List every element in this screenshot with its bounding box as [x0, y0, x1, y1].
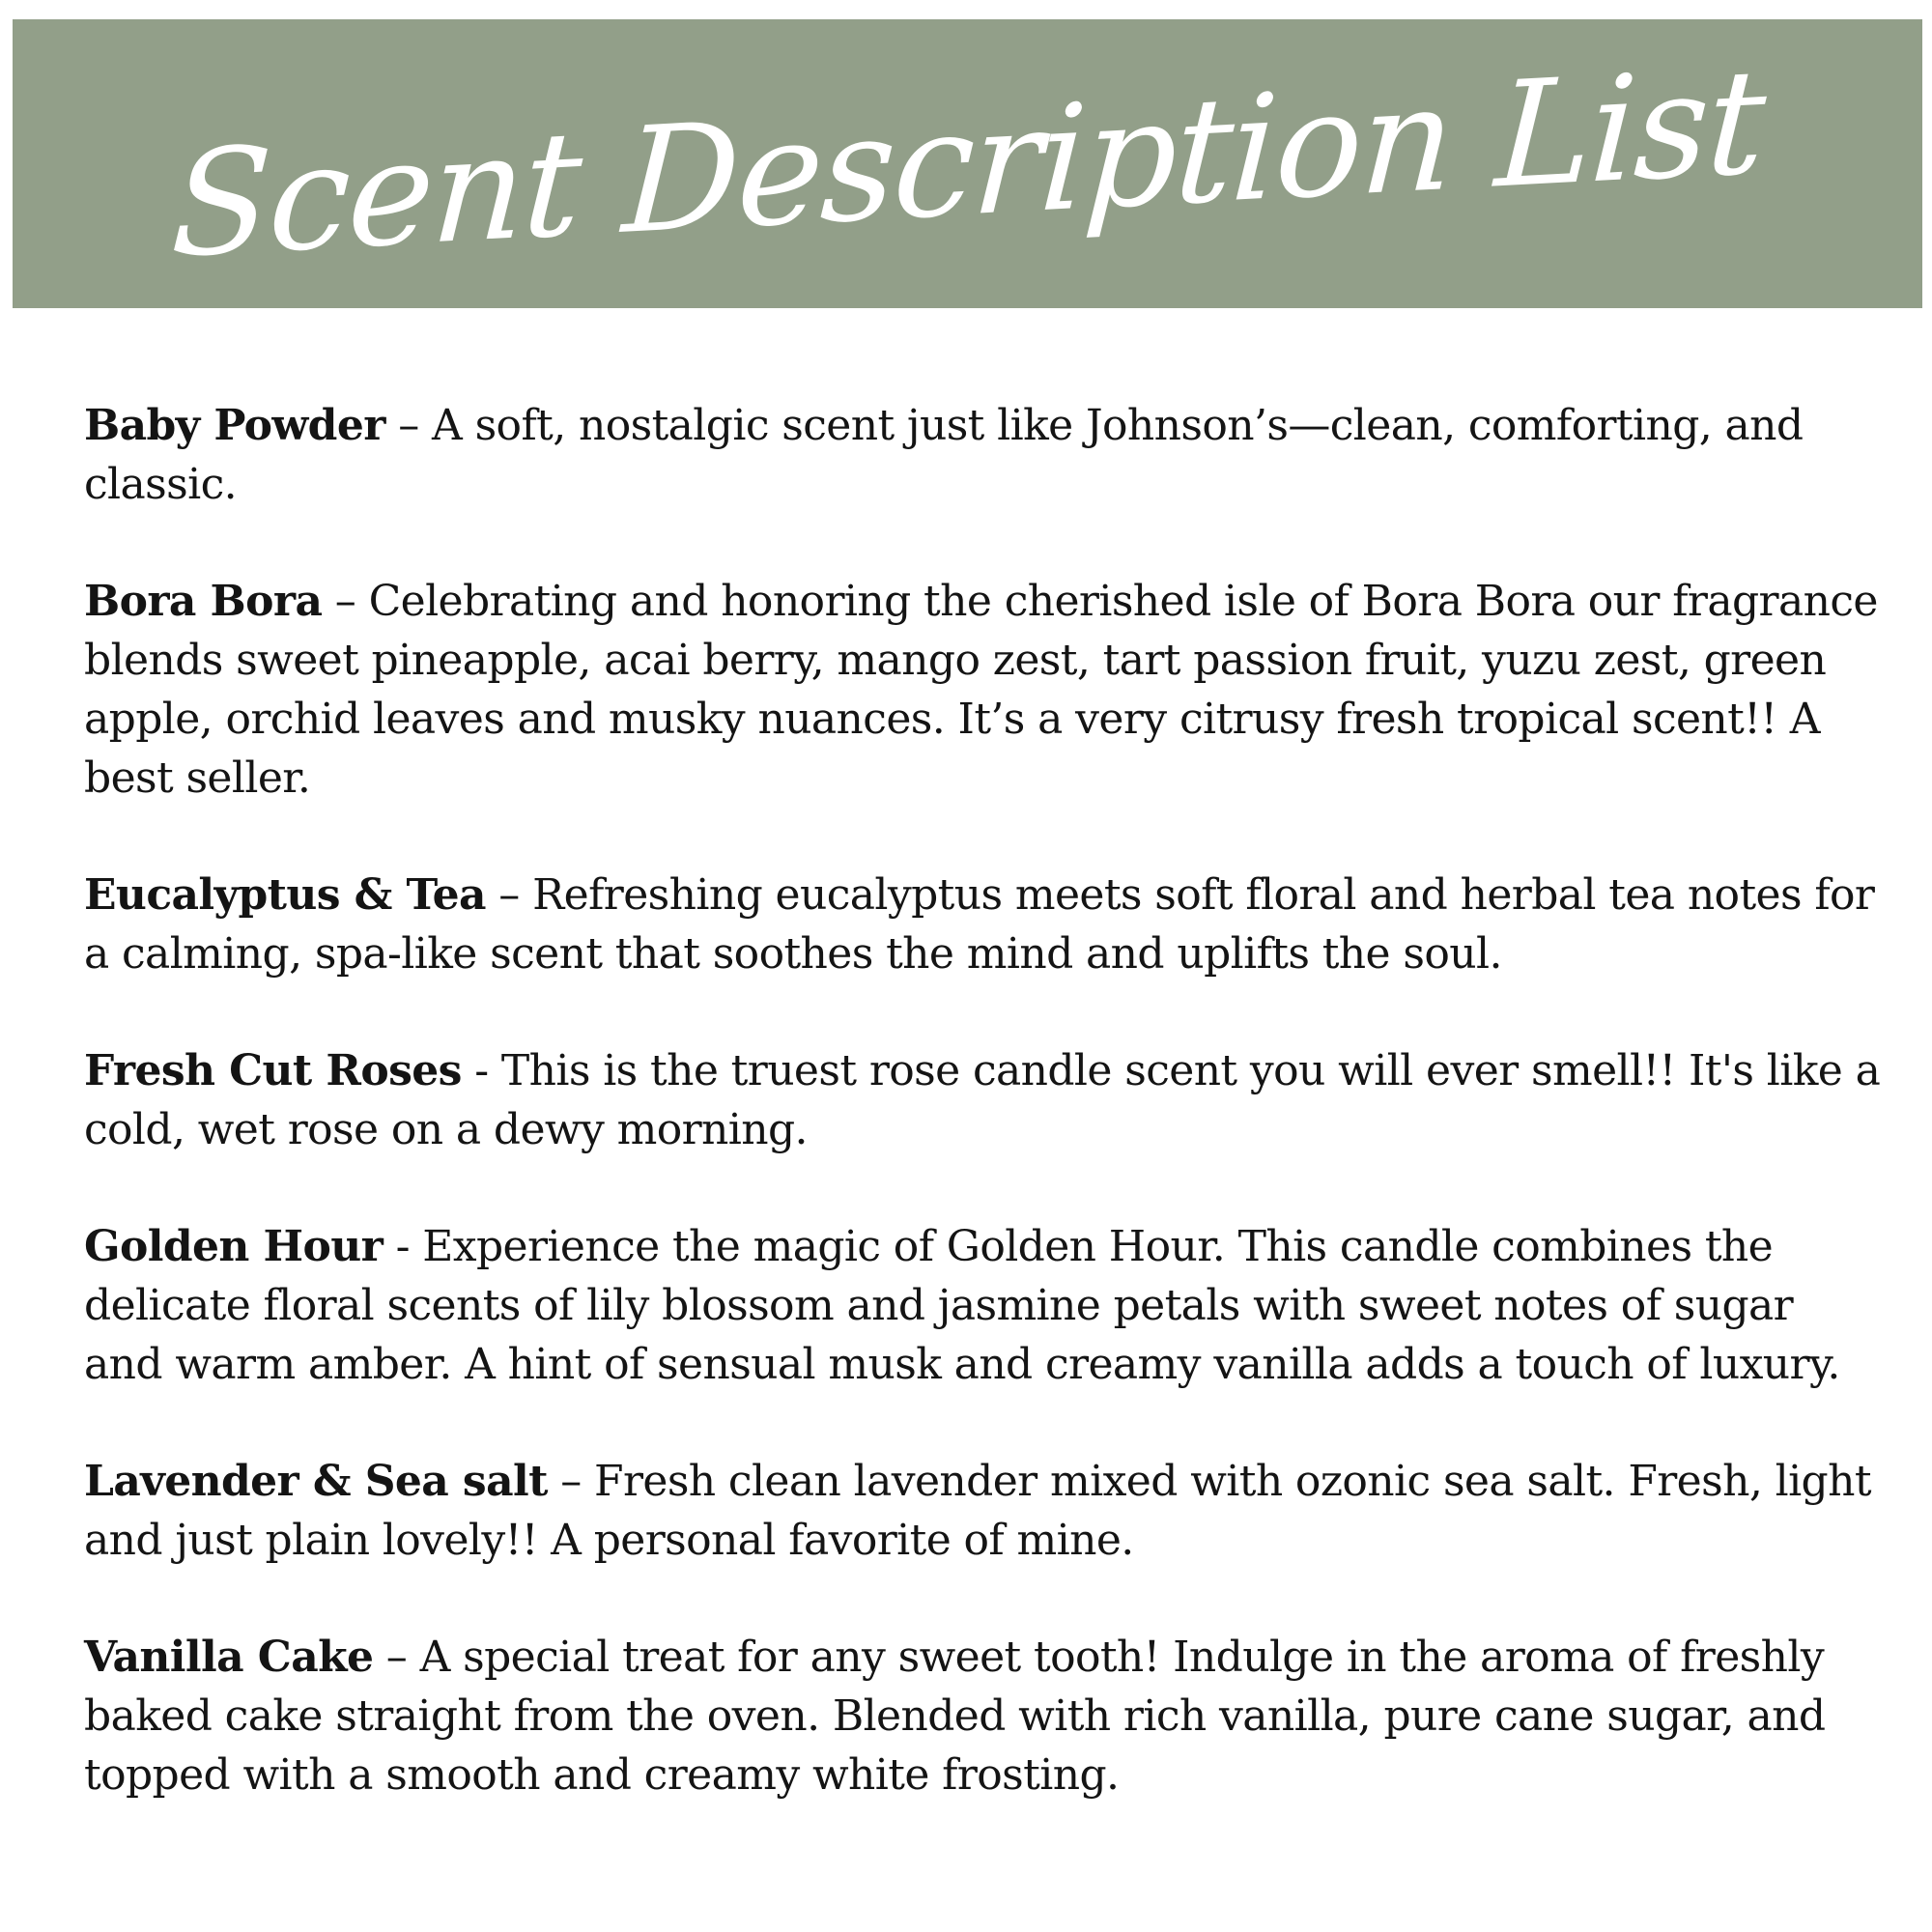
scent-separator: –	[322, 577, 369, 626]
scent-separator: –	[547, 1457, 595, 1506]
scent-description: A soft, nostalgic scent just like Johnson’s—clean, comforting, and classic.	[84, 401, 1804, 509]
scent-description: Experience the magic of Golden Hour. This candle combines the delicate floral scents of lily blossom and jasmine petals with sweet notes of sugar and warm amber. A hint of sensual musk and creamy vanilla adds a touch of luxury.	[84, 1222, 1840, 1389]
scent-item-vanilla-cake	[84, 1628, 1881, 1804]
scent-name: Vanilla Cake	[84, 1633, 374, 1682]
scent-description: Fresh clean lavender mixed with ozonic sea salt. Fresh, light and just plain lovely!! A personal favorite of mine.	[84, 1457, 1871, 1565]
scent-separator: -	[383, 1222, 423, 1271]
page-title: Scent Description List	[167, 37, 1768, 291]
scent-name: Lavender & Sea salt	[84, 1457, 548, 1506]
scent-separator: –	[384, 401, 433, 450]
scent-name: Baby Powder	[84, 401, 385, 450]
scent-description: Refreshing eucalyptus meets soft floral and herbal tea notes for a calming, spa-like scent that soothes the mind and uplifts the soul.	[84, 870, 1875, 979]
scent-item-baby-powder	[84, 396, 1881, 514]
scent-description: Celebrating and honoring the cherished isle of Bora Bora our fragrance blends sweet pineapple, acai berry, mango zest, tart passion fruit, yuzu zest, green apple, orchid leaves and musky nuances. It’s a very citrusy fresh tropical scent!! A best seller.	[84, 577, 1878, 803]
scent-item-bora-bora	[84, 572, 1881, 808]
scent-description: This is the truest rose candle scent you will ever smell!! It's like a cold, wet rose on a dewy morning.	[84, 1046, 1881, 1154]
scent-item-lavender-sea-salt	[84, 1452, 1881, 1570]
scent-name: Fresh Cut Roses	[84, 1046, 462, 1095]
scent-name: Golden Hour	[84, 1222, 384, 1271]
scent-item-fresh-cut-roses	[84, 1041, 1881, 1159]
scent-description: A special treat for any sweet tooth! Indulge in the aroma of freshly baked cake straight from the oven. Blended with rich vanilla, pure cane sugar, and topped with a smooth and creamy white frosting.	[84, 1633, 1826, 1800]
scent-name: Bora Bora	[84, 577, 323, 626]
scent-name: Eucalyptus & Tea	[84, 870, 486, 920]
scent-separator: –	[485, 870, 533, 920]
scent-item-eucalyptus-tea	[84, 866, 1881, 983]
title-banner	[13, 19, 1922, 308]
scent-item-golden-hour	[84, 1217, 1881, 1394]
scent-list	[84, 396, 1881, 1862]
scent-separator: –	[373, 1633, 420, 1682]
scent-separator: -	[461, 1046, 501, 1095]
